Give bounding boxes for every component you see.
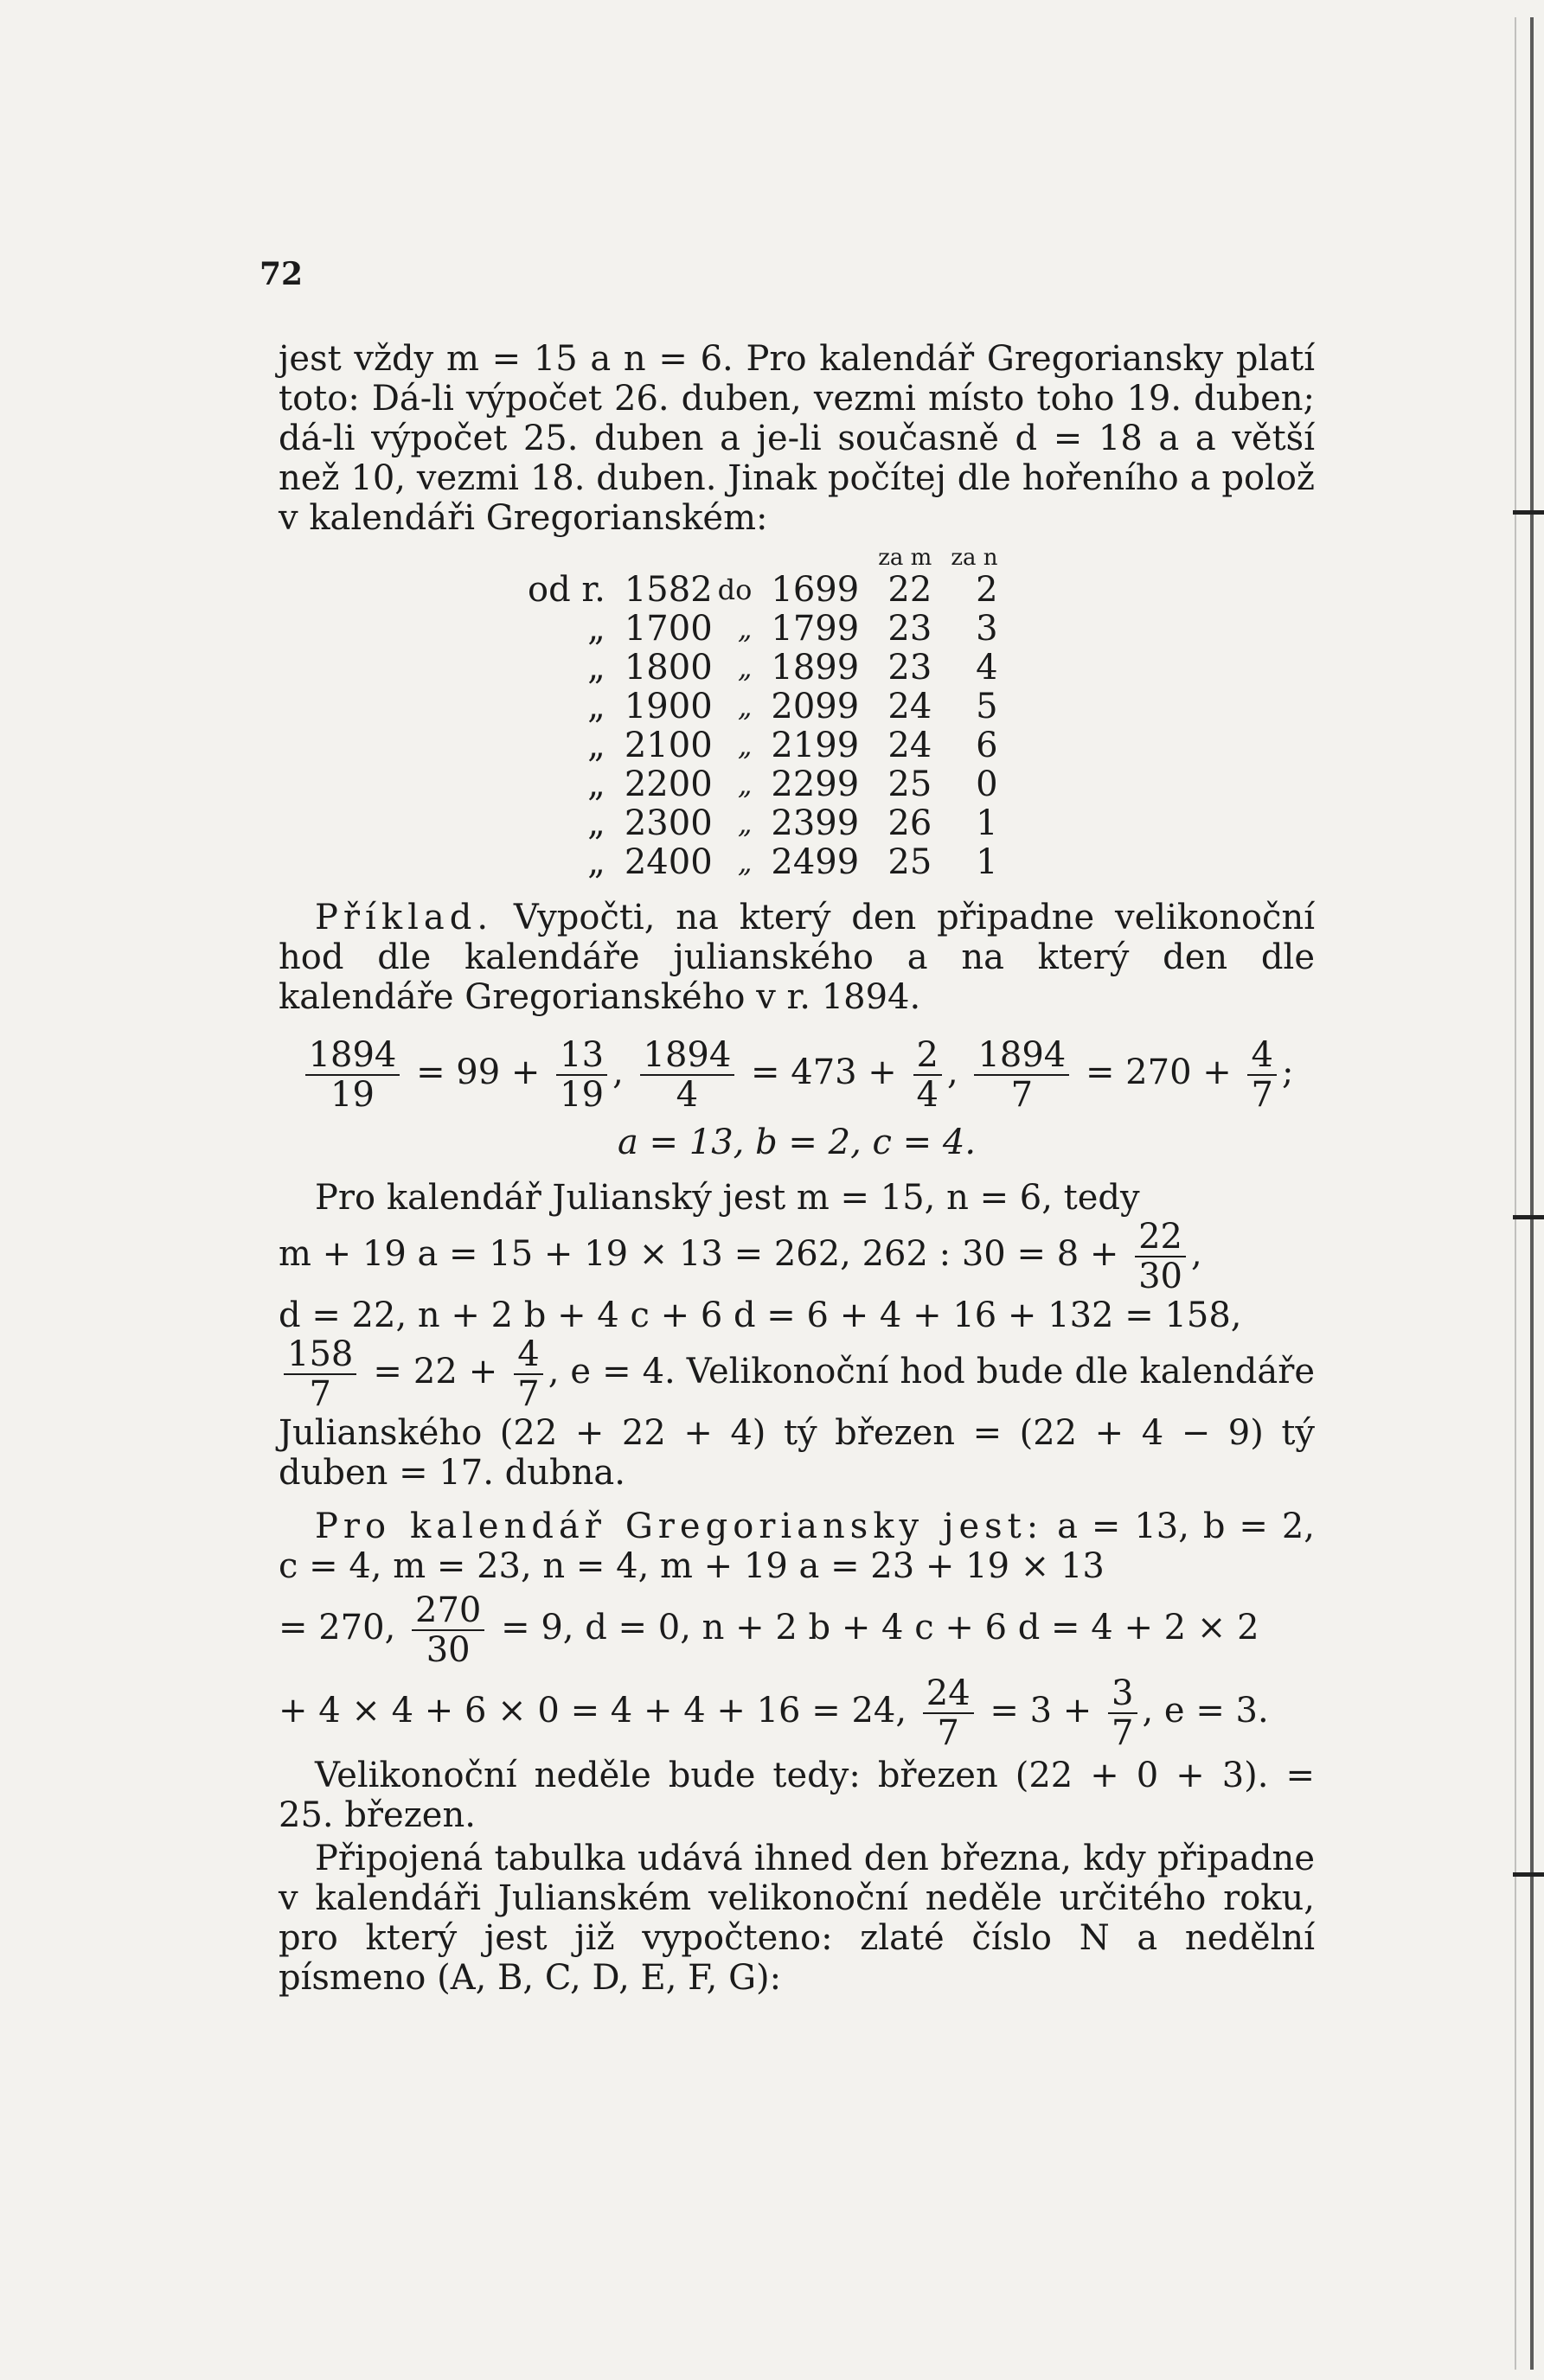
year-from: 2200 [624, 765, 713, 804]
year-to: 1799 [771, 609, 860, 649]
gregorian-line-1 [279, 1507, 1315, 1586]
page-edge-shadow [1515, 17, 1516, 2370]
example-label: Příklad. [315, 898, 494, 937]
fraction: $\frac{158}{7}$ [284, 1335, 356, 1413]
page-number: 72 [259, 256, 304, 292]
fraction: $\frac{4}{7}$ [1247, 1036, 1276, 1114]
year-from: 1582 [624, 570, 713, 610]
value-m: 22 [887, 570, 932, 610]
year-to: 1699 [771, 570, 860, 610]
equation-part: , e = 3. [1142, 1691, 1269, 1731]
equation-part: = 99 + [416, 1052, 541, 1092]
gregorian-correction-table [528, 545, 998, 882]
intro-paragraph: jest vždy m = 15 a n = 6. Pro kalendář Gregoriansky platí toto: Dá-li výpočet 26. duben, vezmi místo toho 19. duben; dá-li výpočet 25. duben a je-li současně d = 18 a a větší než 10, vezmi 18. duben. Jinak počítej dle hořeního a polož v kalendáři Gregorianském: [279, 339, 1315, 538]
equation-part: = 3 + [990, 1691, 1092, 1731]
row-separator: „ [737, 690, 753, 723]
example-text: Vypočti, na který den připadne velikonoční hod dle kalendáře julianského a na který den dle kalendáře Gregorianského v r. 1894. [279, 898, 1316, 1017]
year-to: 2099 [771, 687, 860, 726]
row-prefix: „ [587, 765, 605, 804]
equation-part: + 4 × 4 + 6 × 0 = 4 + 4 + 16 = 24, [279, 1691, 907, 1731]
fraction: $\frac{22}{30}$ [1135, 1218, 1186, 1296]
equation-part: a = 13, b = 2, c = 4, m = 23, n = 4, m + 19 a = 23 + 19 × 13 [279, 1507, 1315, 1586]
value-m: 24 [887, 726, 932, 765]
fraction: $\frac{4}{7}$ [514, 1335, 542, 1413]
row-prefix: „ [587, 842, 605, 882]
row-separator: „ [737, 651, 753, 684]
easter-sunday-text: Velikonoční neděle bude tedy: březen (22 + 0 + 3). = 25. březen. [279, 1756, 1315, 1835]
julian-calculation-block [279, 1178, 1315, 1493]
value-m: 24 [887, 687, 932, 726]
table-row [528, 688, 998, 726]
year-to: 2499 [771, 842, 860, 882]
closing-block [279, 1839, 1315, 1998]
year-to: 2399 [771, 803, 860, 843]
row-prefix: od r. [528, 570, 605, 610]
header-m: za m [878, 545, 932, 571]
value-n: 5 [976, 687, 998, 726]
fraction: $\frac{2}{4}$ [913, 1036, 942, 1114]
table-row [528, 765, 998, 804]
intro-paragraph-block [279, 339, 1315, 538]
equation-part: = 270 + [1085, 1052, 1232, 1092]
value-m: 23 [887, 648, 932, 688]
fraction: $\frac{270}{30}$ [412, 1591, 484, 1669]
table-row [528, 843, 998, 882]
year-to: 2299 [771, 765, 860, 804]
year-from: 1800 [624, 648, 713, 688]
page-edge-line [1530, 17, 1534, 2370]
equation-part: m + 19 a = 15 + 19 × 13 = 262, 262 : 30 = 8 + [279, 1234, 1119, 1274]
edge-tick-mark [1513, 1872, 1544, 1877]
value-m: 26 [887, 803, 932, 843]
table-row [528, 649, 998, 688]
table-row [528, 610, 998, 649]
value-n: 1 [976, 803, 998, 843]
closing-paragraph: Připojená tabulka udává ihned den března, kdy připadne v kalendáři Julianském velikonoční neděle určitého roku, pro který jest již vypočteno: zlaté číslo N a nedělní písmeno (A, B, C, D, E, F, G): [279, 1839, 1315, 1998]
fraction: $\frac{1894}{7}$ [974, 1036, 1069, 1114]
julian-line-1: Pro kalendář Julianský jest m = 15, n = 6, tedy [315, 1178, 1140, 1218]
table-header-row [528, 545, 998, 571]
julian-line-3: d = 22, n + 2 b + 4 c + 6 d = 6 + 4 + 16 + 132 = 158, [279, 1296, 1242, 1335]
julian-line-4 [279, 1335, 1315, 1493]
row-prefix: „ [587, 687, 605, 726]
row-prefix: „ [587, 609, 605, 649]
value-n: 4 [976, 648, 998, 688]
fraction: $\frac{24}{7}$ [923, 1674, 974, 1752]
julian-conclusion: , e = 4. Velikonoční hod bude dle kalendáře Julianského (22 + 22 + 4) tý březen = (22 + 4 − 9) tý duben = 17. dubna. [279, 1352, 1316, 1493]
row-prefix: „ [587, 648, 605, 688]
table-row [528, 804, 998, 843]
value-n: 0 [976, 765, 998, 804]
example-block [279, 898, 1315, 1017]
year-to: 2199 [771, 726, 860, 765]
gregorian-lead: Pro kalendář Gregoriansky jest: [315, 1507, 1044, 1546]
division-equation-line: $\frac{1894}{19}$ = 99 + $\frac{13}{19}$ , $\frac{1894}{4}$ = 473 + $\frac{2}{4}$ , $\frac{1894}{7}$ = 270 + $\frac{4}{7}$ ; [279, 1036, 1315, 1114]
value-n: 1 [976, 842, 998, 882]
year-from: 1700 [624, 609, 713, 649]
value-n: 6 [976, 726, 998, 765]
year-from: 2400 [624, 842, 713, 882]
equation-part: = 22 + [373, 1352, 498, 1392]
table-row [528, 726, 998, 765]
year-from: 2100 [624, 726, 713, 765]
gregorian-line-3 [279, 1674, 1315, 1752]
equation-part: = 270, [279, 1608, 396, 1647]
julian-line-2: m + 19 a = 15 + 19 × 13 = 262, 262 : 30 = 8 + $\frac{22}{30}$ , [279, 1217, 1202, 1296]
row-separator: „ [737, 729, 753, 762]
edge-tick-mark [1513, 1215, 1544, 1219]
value-n: 3 [976, 609, 998, 649]
equation-part: = 473 + [751, 1052, 897, 1092]
gregorian-line-2 [279, 1591, 1315, 1669]
year-from: 1900 [624, 687, 713, 726]
abc-values-line: a = 13, b = 2, c = 4. [617, 1123, 977, 1162]
row-prefix: „ [587, 726, 605, 765]
row-separator: „ [737, 807, 753, 840]
value-m: 23 [887, 609, 932, 649]
row-prefix: „ [587, 803, 605, 843]
value-m: 25 [887, 765, 932, 804]
year-to: 1899 [771, 648, 860, 688]
row-separator: „ [737, 612, 753, 645]
gregorian-calculation-block [279, 1507, 1315, 1752]
table-body [528, 571, 998, 882]
row-separator: „ [737, 768, 753, 801]
value-m: 25 [887, 842, 932, 882]
fraction: $\frac{13}{19}$ [556, 1036, 607, 1114]
row-separator: do [717, 573, 753, 606]
equation-part: = 9, d = 0, n + 2 b + 4 c + 6 d = 4 + 2 × 2 [501, 1608, 1259, 1647]
value-n: 2 [976, 570, 998, 610]
fraction: $\frac{3}{7}$ [1108, 1674, 1137, 1752]
header-n: za n [951, 545, 998, 571]
easter-sunday-block [279, 1756, 1315, 1835]
edge-tick-mark [1513, 510, 1544, 515]
table-row [528, 571, 998, 610]
row-separator: „ [737, 846, 753, 879]
fraction: $\frac{1894}{19}$ [305, 1036, 400, 1114]
year-from: 2300 [624, 803, 713, 843]
fraction: $\frac{1894}{4}$ [640, 1036, 735, 1114]
